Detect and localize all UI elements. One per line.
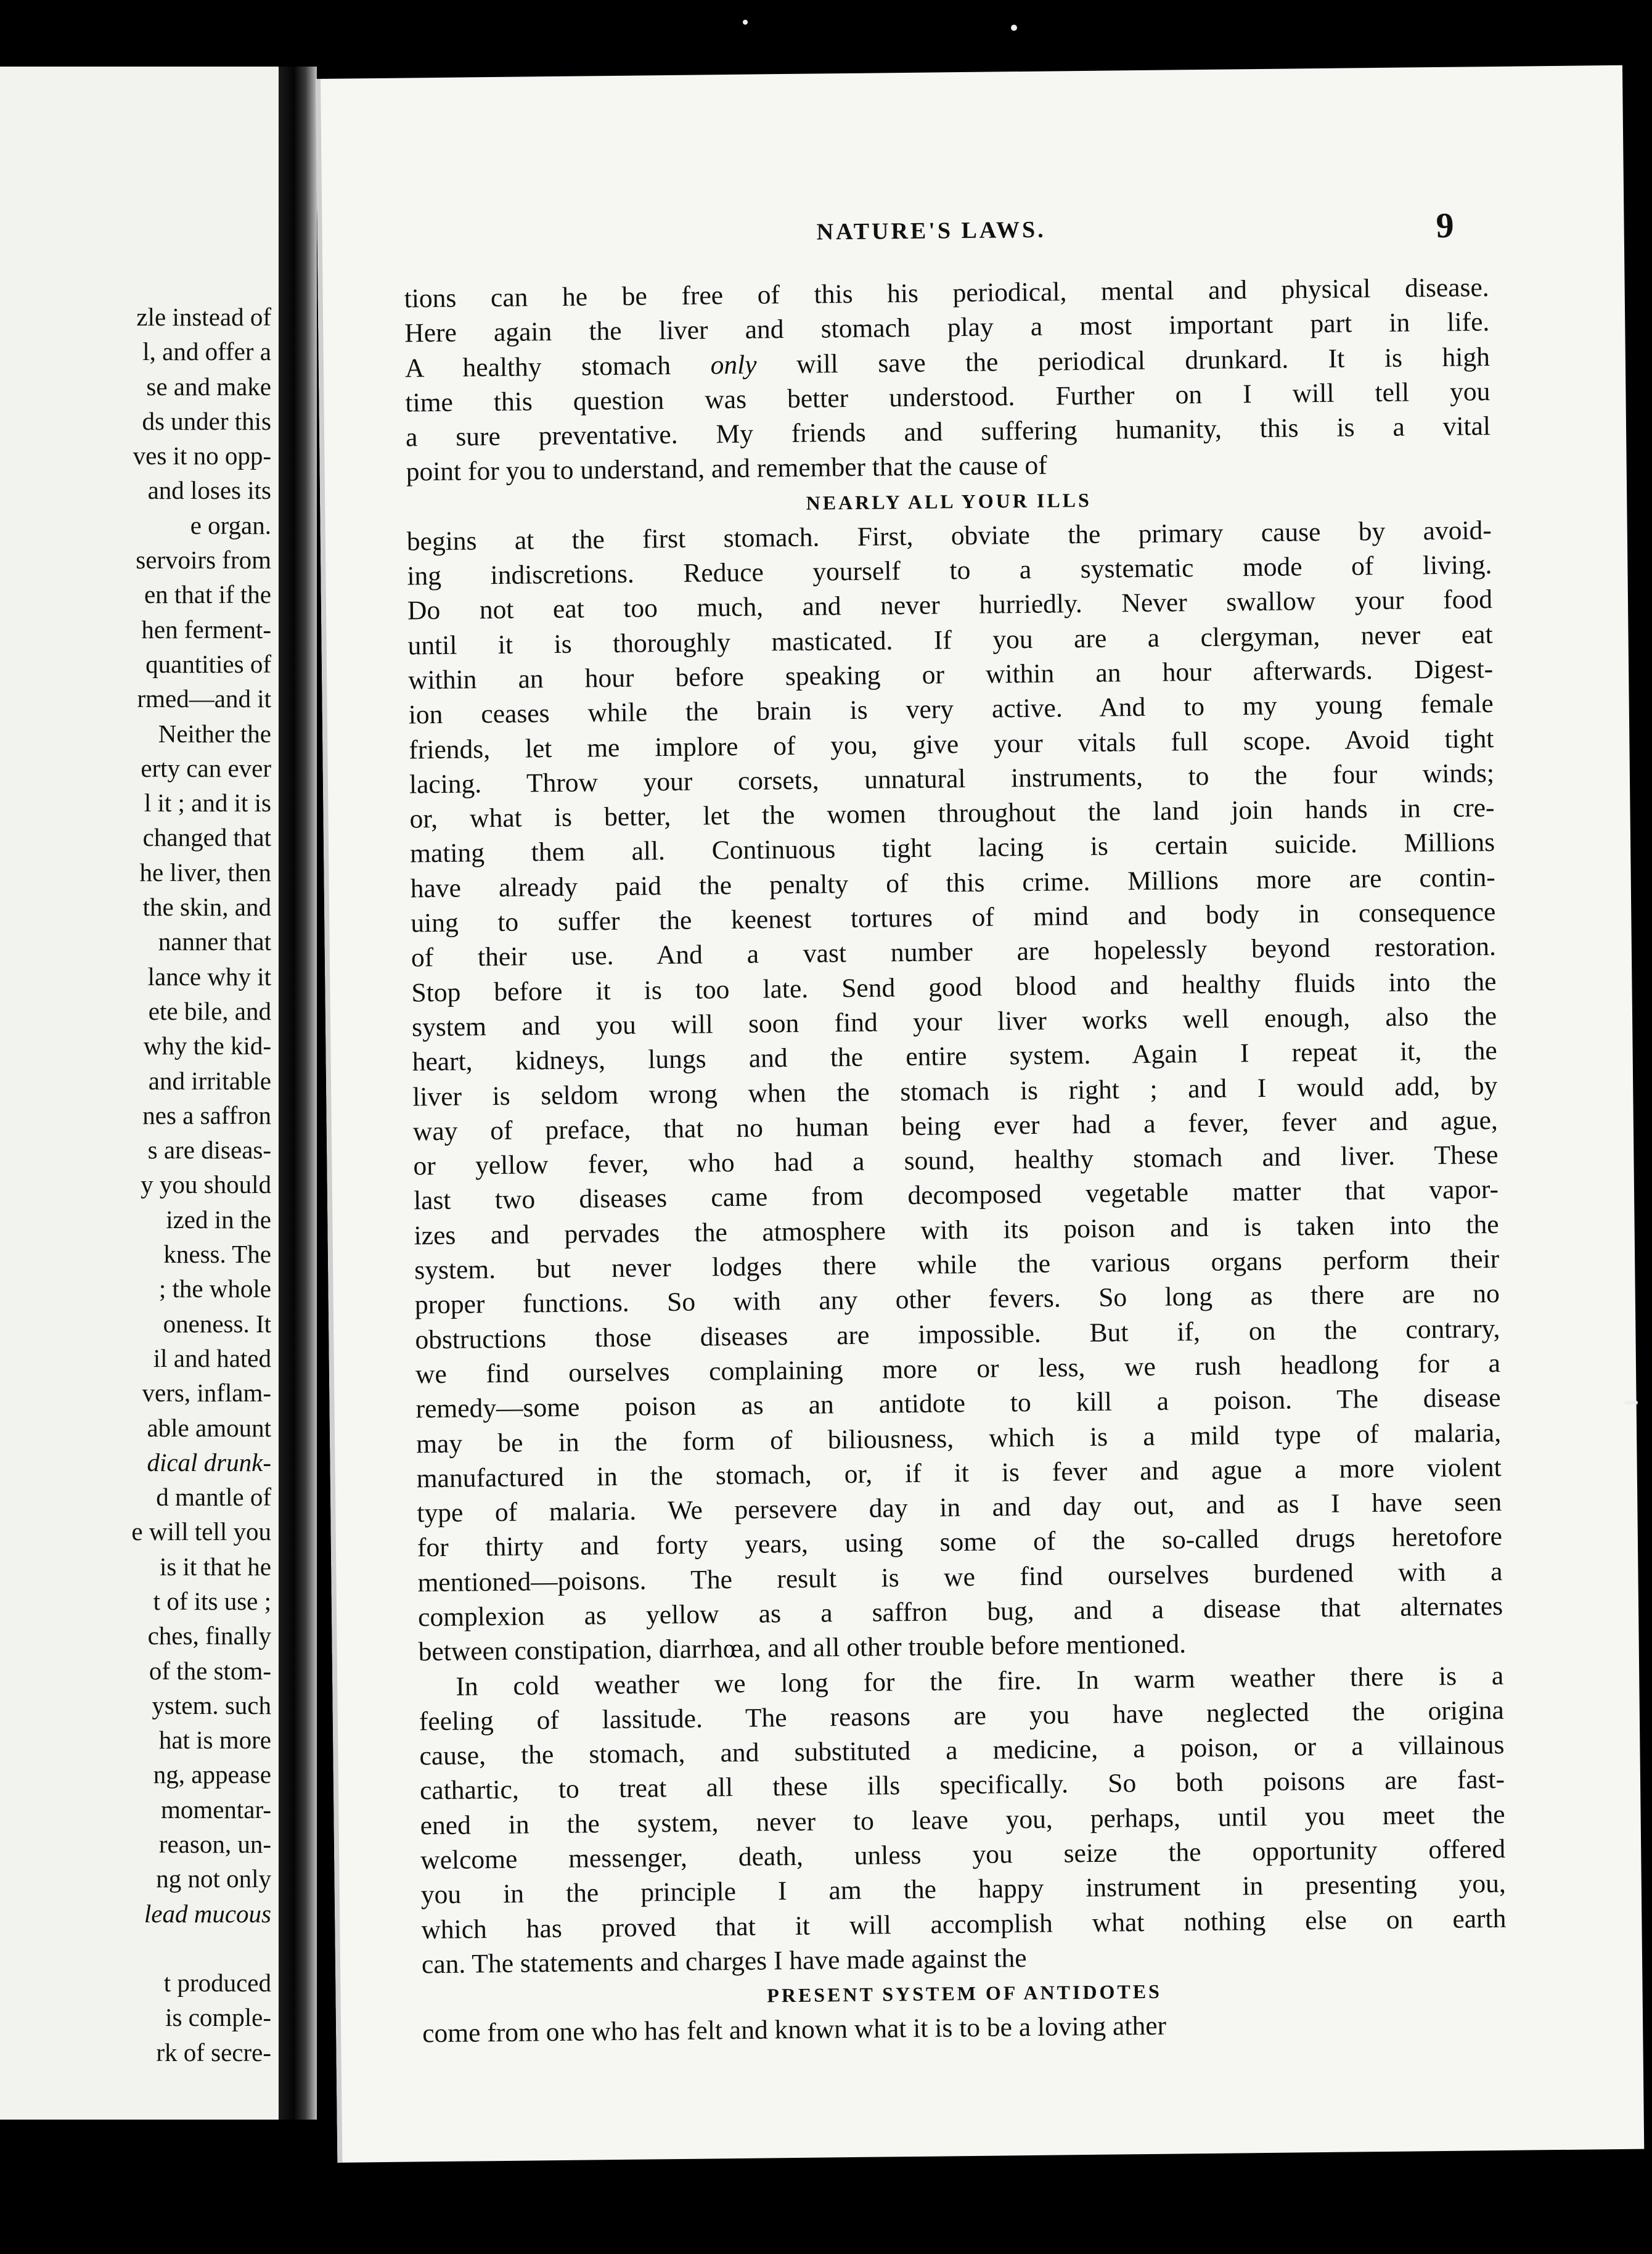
text-line: Do not eat too much, and never hurriedly. Never swallow your food <box>407 584 1493 626</box>
text-line: ened in the system, never to leave you, perhaps, until you meet the <box>420 1799 1505 1841</box>
text-line: point for you to understand, and remember that the cause of <box>406 451 1047 487</box>
left-text-line: e organ. <box>190 510 271 539</box>
text-line: which has proved that it will accomplish what nothing else on earth <box>421 1903 1507 1945</box>
body-text <box>404 270 1507 2051</box>
text-line: proper functions. So with any other fevers. So long as there are no <box>414 1279 1500 1320</box>
left-text-line: is comple- <box>165 2003 271 2032</box>
left-text-line: y you should <box>141 1170 271 1199</box>
text-line: time this question was better understood. Further on I will tell you <box>405 376 1490 418</box>
left-text-line: ; the whole <box>158 1274 271 1303</box>
text-line: system. but never lodges there while the various organs perform their <box>414 1244 1500 1285</box>
text-line: complexion as yellow as a saffron bug, and a disease that alternates <box>417 1591 1503 1633</box>
left-text-line: en that if the <box>144 580 271 609</box>
left-text-line: ches, finally <box>147 1621 271 1650</box>
text-line: way of preface, that no human being ever had a fever, fever and ague, <box>412 1105 1499 1147</box>
text-line: izes and pervades the atmosphere with its poison and is taken into the <box>414 1209 1499 1251</box>
book-gutter <box>279 67 317 2120</box>
left-text-line: he liver, then <box>139 858 271 887</box>
text-line: feeling of lassitude. The reasons are you have neglected the origina <box>419 1695 1505 1737</box>
left-text-line: oneness. It <box>163 1309 271 1338</box>
text-line: ion ceases while the brain is very active. And to my young female <box>408 689 1494 730</box>
text-line: Stop before it is too late. Send good blood and healthy fluids into the <box>411 966 1497 1008</box>
line-gap <box>131 1931 271 1965</box>
text-line: last two diseases came from decomposed vegetable matter that vapor- <box>413 1174 1499 1216</box>
text-line: heart, kidneys, lungs and the entire system. Again I repeat it, the <box>412 1036 1497 1077</box>
subheading-nearly-all-your-ills: NEARLY ALL YOUR ILLS <box>806 488 1092 514</box>
text-line: uing to suffer the keenest tortures of mind and body in consequence <box>411 897 1496 938</box>
left-text-line: erty can ever <box>141 753 271 782</box>
left-text-line: the skin, and <box>142 893 271 922</box>
left-text-line: s are diseas- <box>147 1136 271 1165</box>
left-text-line: quantities of <box>145 649 271 678</box>
paragraph-1 <box>404 270 1490 490</box>
left-text-line: ized in the <box>166 1205 271 1234</box>
left-text-line: hat is more <box>158 1726 271 1755</box>
left-text-line: lance why it <box>147 962 271 991</box>
subheading-present-system-of-antidotes: PRESENT SYSTEM OF ANTIDOTES <box>767 1980 1163 2007</box>
left-text-line: ete bile, and <box>148 996 271 1025</box>
left-page-text <box>131 300 271 2070</box>
left-text-line: and irritable <box>148 1066 271 1095</box>
text-line: of their use. And a vast number are hopelessly beyond restoration. <box>411 932 1497 973</box>
left-text-line: Neither the <box>158 719 271 748</box>
left-text-line: hen ferment- <box>141 615 271 644</box>
left-text-line: il and hated <box>153 1343 271 1372</box>
running-head: NATURE'S LAWS. <box>816 216 1046 245</box>
text-line: ing indiscretions. Reduce yourself to a systematic mode of living. <box>407 550 1492 591</box>
text-line: have already paid the penalty of this crime. Millions more are contin- <box>410 862 1495 904</box>
left-text-line: zle instead of <box>136 303 271 331</box>
left-text-line: of the stom- <box>149 1656 271 1685</box>
left-text-line: dical drunk- <box>147 1448 271 1477</box>
left-text-line: ves it no opp- <box>133 441 271 470</box>
text-line: you in the principle I am the happy instrument in presenting you, <box>420 1869 1507 1910</box>
left-text-line: ng, appease <box>153 1760 271 1789</box>
page-number: 9 <box>1436 205 1454 245</box>
text-line: tions can he be free of this his periodical, mental and physical disease. <box>404 273 1489 314</box>
left-text-line: ng not only <box>156 1864 271 1893</box>
left-text-line: l, and offer a <box>142 337 271 366</box>
text-line: type of malaria. We persevere day in and day out, and as I have seen <box>417 1487 1502 1528</box>
left-text-line: d mantle of <box>156 1483 271 1512</box>
left-text-line: t produced <box>163 1968 271 1997</box>
scan-speck <box>1624 1401 1638 1404</box>
left-text-line: rk of secre- <box>156 2038 271 2067</box>
left-text-line: kness. The <box>163 1240 271 1269</box>
text-line: may be in the form of biliousness, which is a mild type of malaria, <box>415 1417 1502 1459</box>
left-text-line: vers, inflam- <box>142 1379 271 1408</box>
left-text-line: and loses its <box>147 476 271 505</box>
left-text-line: ds under this <box>142 406 271 435</box>
text-line: mentioned—poisons. The result is we find ourselves burdened with a <box>417 1556 1503 1598</box>
text-line: or, what is better, let the women throughout the land join hands in cre- <box>409 793 1495 834</box>
text-line: obstructions those diseases are impossible. But if, on the contrary, <box>415 1313 1500 1355</box>
left-text-line: servoirs from <box>136 546 271 575</box>
text-line: or yellow fever, who had a sound, healthy stomach and liver. These <box>413 1140 1499 1181</box>
text-line: between constipation, diarrhœa, and all other trouble before mentioned. <box>418 1629 1187 1667</box>
page-header <box>317 205 1624 261</box>
text-line: manufactured in the stomach, or, if it is fever and ague a more violent <box>416 1452 1502 1494</box>
left-text-line: ystem. such <box>152 1690 271 1719</box>
left-text-line: is it that he <box>159 1552 271 1581</box>
left-text-line: rmed—and it <box>137 684 271 713</box>
left-text-line: e will tell you <box>131 1517 271 1546</box>
text-line: A healthy stomach only will save the periodical drunkard. It is high <box>404 342 1490 383</box>
right-page <box>316 65 1644 2163</box>
text-line: remedy—some poison as an antidote to kill a poison. The disease <box>415 1383 1501 1424</box>
text-line: In cold weather we long for the fire. In warm weather there is a <box>456 1660 1504 1702</box>
left-text-line: reason, un- <box>158 1830 271 1859</box>
left-text-line: t of its use ; <box>153 1586 271 1615</box>
left-text-line: able amount <box>147 1413 271 1442</box>
text-line: within an hour before speaking or within an hour afterwards. Digest- <box>407 654 1494 695</box>
text-line: cathartic, to treat all these ills specifically. So both poisons are fast- <box>419 1764 1505 1806</box>
scan-speck <box>743 20 748 25</box>
left-text-line: nanner that <box>158 927 271 956</box>
text-line: we find ourselves complaining more or less, we rush headlong for a <box>415 1348 1501 1390</box>
left-text-line: se and make <box>146 372 271 401</box>
left-text-line: l it ; and it is <box>144 789 271 818</box>
text-line: liver is seldom wrong when the stomach is right ; and I would add, by <box>412 1070 1498 1112</box>
text-line: lacing. Throw your corsets, unnatural instruments, to the four winds; <box>409 758 1495 800</box>
text-line: come from one who has felt and known what it is to be a loving ather <box>422 2010 1167 2049</box>
scan-speck <box>1011 25 1017 31</box>
left-facing-page <box>0 67 279 2120</box>
paragraph-3 <box>419 1658 1507 1982</box>
left-text-line: lead mucous <box>144 1899 271 1928</box>
text-line: for thirty and forty years, using some of the so-called drugs heretofore <box>417 1522 1503 1563</box>
text-line: Here again the liver and stomach play a most important part in life. <box>404 307 1490 348</box>
text-line: can. The statements and charges I have made against the <box>421 1943 1027 1980</box>
text-line: system and you will soon find your liver works well enough, also the <box>411 1001 1497 1043</box>
left-text-line: nes a saffron <box>142 1100 271 1129</box>
text-line: a sure preventative. My friends and suffering humanity, this is a vital <box>405 411 1491 453</box>
text-line: cause, the stomach, and substituted a medicine, a poison, or a villainous <box>419 1730 1505 1771</box>
left-text-line: why the kid- <box>143 1031 271 1060</box>
paragraph-2 <box>407 513 1503 1670</box>
text-line: friends, let me implore of you, give your vitals full scope. Avoid tight <box>409 723 1494 765</box>
text-line: mating them all. Continuous tight lacing is certain suicide. Millions <box>409 827 1495 869</box>
text-line: begins at the first stomach. First, obviate the primary cause by avoid- <box>406 515 1492 557</box>
text-line: welcome messenger, death, unless you seize the opportunity offered <box>420 1834 1506 1875</box>
text-line: until it is thoroughly masticated. If you are a clergyman, never eat <box>407 619 1493 661</box>
left-text-line: momentar- <box>160 1795 271 1824</box>
left-text-line: changed that <box>142 823 271 852</box>
